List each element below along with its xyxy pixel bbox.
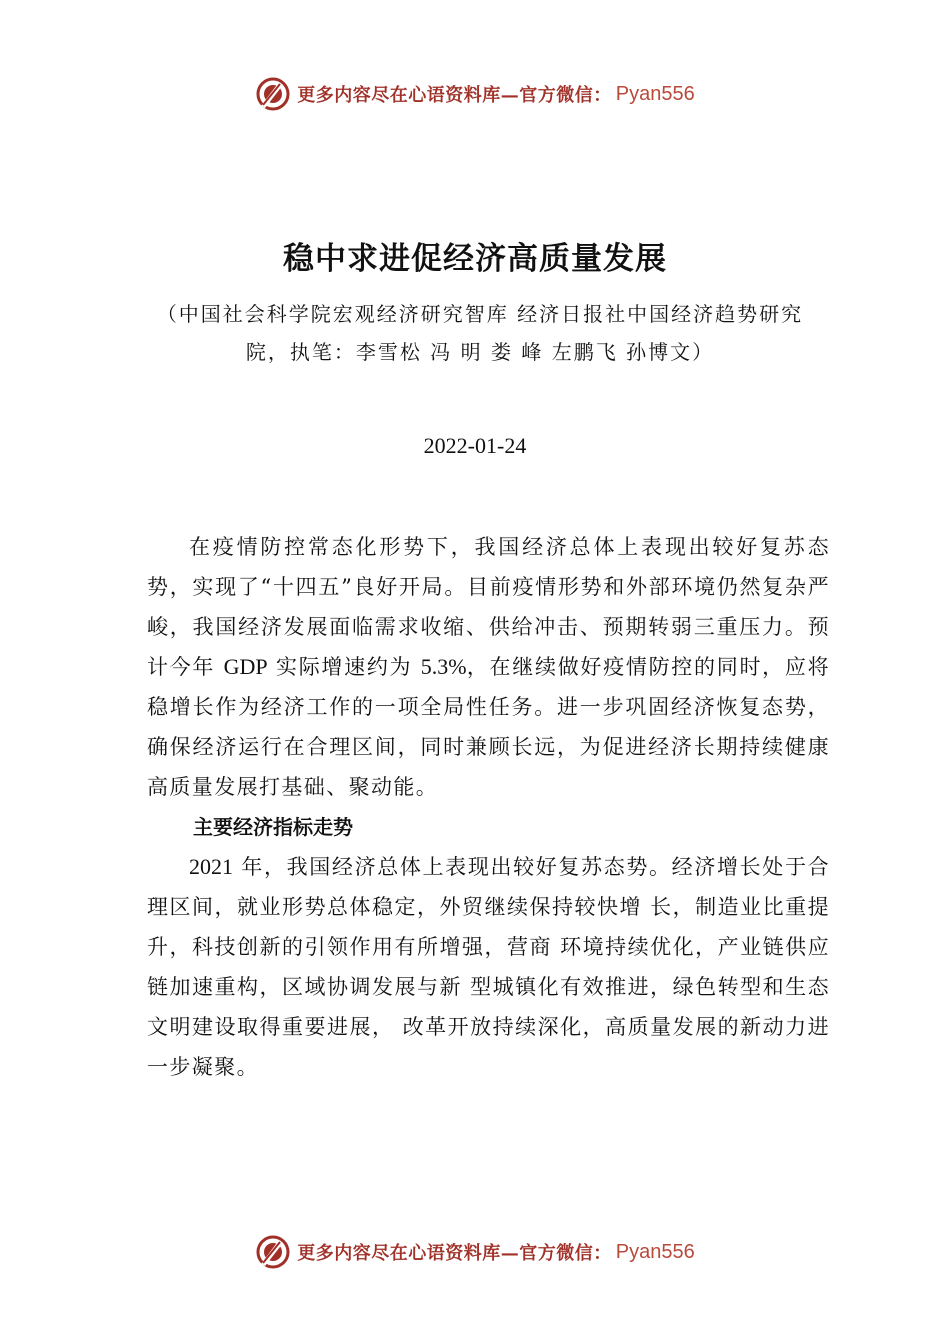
intro-growth-rate: 5.3% [420, 654, 467, 679]
watermark-text: 更多内容尽在心语资料库—官方微信： [297, 85, 612, 106]
watermark-wechat-id: Pyan556 [615, 1240, 695, 1263]
watermark-wechat-id: Pyan556 [615, 82, 695, 105]
watermark-text: 更多内容尽在心语资料库—官方微信： [297, 1243, 612, 1264]
document-authors: （中国社会科学院宏观经济研究智库 经济日报社中国经济趋势研究院，执笔：李雪松 冯 明 娄 峰 左鹏飞 孙博文） [156, 302, 804, 364]
indicators-text: 年，我国经济总体上表现出较好复苏态势。经济增长处于合理区间，就业形势总体稳定，外贸继续保持较快增 长，制造业比重提升，科技创新的引领作用有所增强，营商 环境持续优化，产业链供应链加速重构，区域协调发展与新 型城镇化有效推进，绿色转型和生态文明建设取得重要进展， 改革开放持续深化，高质量发展的新动力进一步凝聚。 [147, 855, 830, 1079]
document-title: 稳中求进促经济高质量发展 [283, 241, 667, 277]
intro-text-c: ，在继续做好疫情防控的同时，应将稳增长作为经济工作的一项全局性任务。进一步巩固经济恢复态势，确保经济运行在合理区间，同时兼顾长远，为促进经济长期持续健康高质量发展打基础、聚动能。 [147, 655, 831, 799]
document-body [147, 527, 830, 1087]
indicators-paragraph [147, 847, 830, 1087]
intro-paragraph [147, 527, 830, 807]
watermark-header [0, 74, 950, 114]
intro-text-b: 实际增速约为 [267, 655, 421, 679]
brand-logo-icon [255, 1234, 291, 1270]
indicators-year: 2021 [189, 854, 233, 879]
watermark-footer [0, 1232, 950, 1272]
intro-gdp: GDP [223, 654, 268, 679]
intro-text-a: 在疫情防控常态化形势下，我国经济总体上表现出较好复苏态势，实现了“十四五”良好开局。目前疫情形势和外部环境仍然复杂严峻，我国经济发展面临需求收缩、供给冲击、预期转弱三重压力。预计今年 [147, 535, 830, 679]
brand-logo-icon [255, 76, 291, 112]
document-date: 2022-01-24 [423, 433, 527, 458]
section-heading: 主要经济指标走势 [193, 815, 353, 839]
